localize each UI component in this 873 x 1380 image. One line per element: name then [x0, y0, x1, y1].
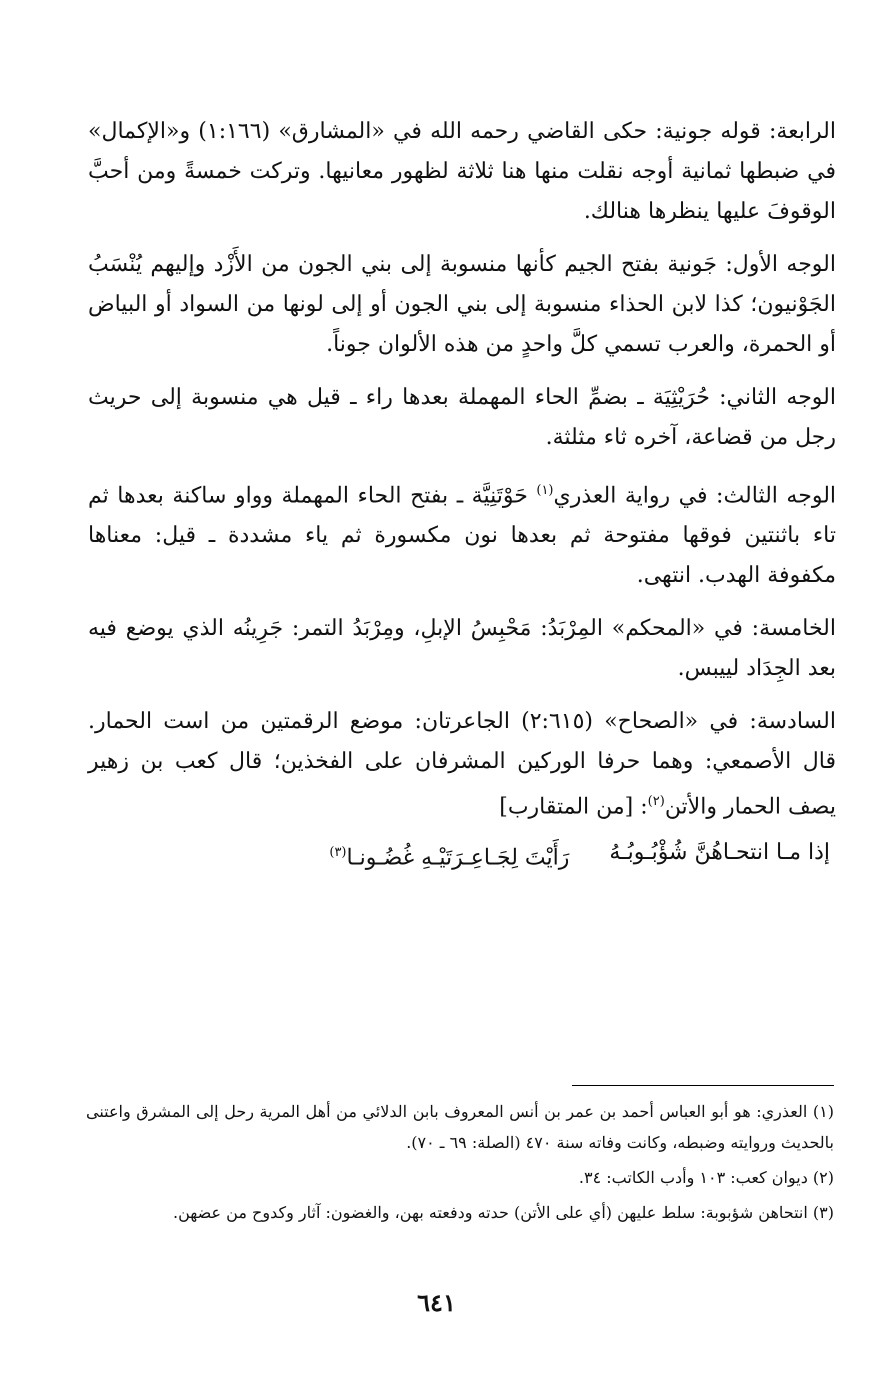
footnote-ref-2: (٢) — [647, 794, 665, 810]
footnote-ref-3: (٣) — [329, 844, 347, 860]
paragraph-second-aspect: الوجه الثاني: حُرَيْثِيَة ـ بضمِّ الحاء المهملة بعدها راء ـ قيل هي منسوبة إلى حريث رجل من قضاعة، آخره ثاء مثلثة. — [88, 385, 836, 450]
footnote-2: (٢) ديوان كعب: ١٠٣ وأدب الكاتب: ٣٤. — [578, 1168, 834, 1187]
poem-verse — [88, 833, 836, 878]
page-number: ٦٤١ — [417, 1288, 456, 1317]
para3-before: الوجه الثالث: في رواية العذري — [553, 483, 837, 509]
paragraph-fifth: الخامسة: في «المحكم» المِرْبَدُ: مَحْبِسُ الإبلِ، ومِرْبَدُ التمر: جَرِينُه الذي يوضع فيه بعد الجِدَاد لييبس. — [88, 616, 836, 682]
paragraph-third-aspect — [88, 471, 836, 596]
para6-text: السادسة: في «الصحاح» (٢:٦١٥) الجاعرتان: موضع الرقمتين من است الحمار. قال الأصمعي: وهما حرفا الوركين المشرفان على الفخذين؛ قال كعب بن زهير يصف الحمار والأتن — [88, 709, 836, 820]
footnote-3: (٣) انتحاهن شؤبوبة: سلط عليهن (أي على الأتن) حدته ودفعته بهن، والغضون: آثار وكدوح من عضهن. — [173, 1203, 834, 1222]
para3-after: حَوْتَنِيَّة ـ بفتح الحاء المهملة وواو ساكنة بعدها ثم تاء باثنتين فوقها مفتوحة ثم بعدها نون مكسورة ثم ياء مشددة ـ قيل: معناها مكفوفة الهدب. انتهى. — [88, 483, 836, 589]
paragraph-sixth — [88, 702, 836, 827]
main-text — [88, 112, 836, 878]
footnote-1: (١) العذري: هو أبو العباس أحمد بن عمر بن أنس المعروف بابن الدلائي من أهل المرية رحل إلى المشرق واعتنى بالحديث وروايته وضبطه، وكانت وفاته سنة ٤٧٠ (الصلة: ٦٩ ـ ٧٠). — [86, 1102, 834, 1152]
footnote-separator — [572, 1085, 834, 1086]
paragraph-first-aspect: الوجه الأول: جَونية بفتح الجيم كأنها منسوبة إلى بني الجون من الأَزْد وإليهم يُنْسَبُ الجَوْنيون؛ كذا لابن الحذاء منسوبة إلى بني الجون أو إلى لونها من السواد أو البياض أو الحمرة، والعرب تسمي كلَّ واحدٍ من هذه الألوان جوناً. — [88, 252, 836, 357]
footnotes — [86, 1096, 834, 1232]
verse-second-text: رَأَيْتَ لِجَـاعِـرَتَيْـهِ غُضُـونـا — [346, 844, 570, 870]
verse-first-hemistich: إذا مـا انتحـاهُنَّ شُؤْبُـوبُـهُ — [609, 839, 830, 865]
verse-second-hemistich — [329, 833, 569, 878]
paragraph-fourth: الرابعة: قوله جونية: حكى القاضي رحمه الله في «المشارق» (١:١٦٦) و«الإكمال» في ضبطها ثمانية أوجه نقلت منها هنا ثلاثة لظهور معانيها. وتركت خمسةً ومن أحبَّ الوقوفَ عليها ينظرها هنالك. — [88, 119, 836, 224]
footnote-ref-1: (١) — [536, 483, 554, 498]
meter-label: : [من المتقارب] — [499, 794, 648, 820]
